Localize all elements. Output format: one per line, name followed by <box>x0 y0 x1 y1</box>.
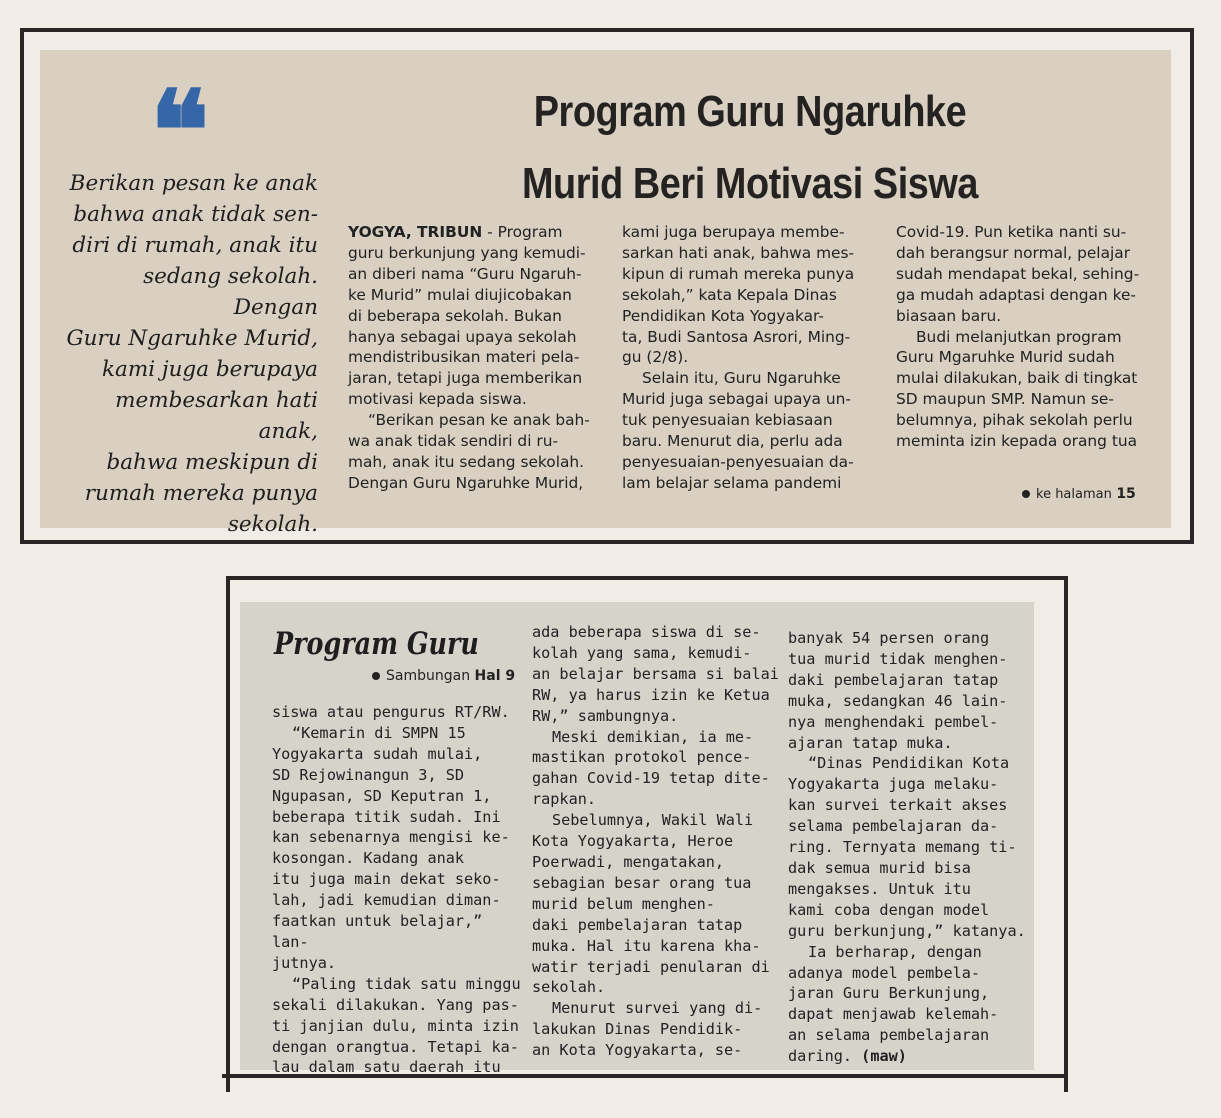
pull-quote-line: kami juga berupaya <box>101 357 318 382</box>
article-column-2 <box>622 222 884 494</box>
text-line: adanya model pembela- <box>788 963 981 982</box>
text-line: - Program <box>482 223 563 241</box>
text-line: an Kota Yogyakarta, se- <box>532 1041 743 1060</box>
text-line: Yogyakarta juga melaku- <box>788 775 999 794</box>
byline: (maw) <box>861 1047 907 1066</box>
text-line: meminta izin kepada orang tua <box>896 432 1138 451</box>
article-column-3 <box>788 628 1028 1067</box>
text-line: “Kemarin di SMPN 15 <box>292 723 466 742</box>
text-line: ada beberapa siswa di se- <box>532 623 761 641</box>
bullet-icon <box>372 672 380 680</box>
text-line: Sebelumnya, Wakil Wali <box>552 811 754 830</box>
text-line: lakukan Dinas Pendidik- <box>532 1020 743 1039</box>
text-line: an belajar bersama si balai <box>532 664 779 683</box>
pull-quote-line: membesarkan hati anak, <box>115 388 318 444</box>
text-line: motivasi kepada siswa. <box>348 390 527 409</box>
text-line: tuk penyesuaian kebiasaan <box>622 411 833 430</box>
text-line: faatkan untuk belajar,” lan- <box>272 912 483 951</box>
text-line: ta, Budi Santosa Asrori, Ming- <box>622 327 851 346</box>
text-line: ke Murid” mulai diujicobakan <box>348 285 572 304</box>
text-line: Budi melanjutkan program <box>916 327 1122 346</box>
text-line: biasaan baru. <box>896 306 1002 325</box>
text-line: ajaran tatap muka. <box>788 733 953 752</box>
text-line: RW, ya harus izin ke Ketua <box>532 685 770 704</box>
text-line: dengan orangtua. Tetapi ka- <box>272 1037 519 1056</box>
text-line: baru. Menurut dia, perlu ada <box>622 432 843 451</box>
text-line: ring. Ternyata memang ti- <box>788 838 1017 857</box>
text-line: dapat menjawab kelemah- <box>788 1005 999 1024</box>
text-line: Poerwadi, mengatakan, <box>532 852 725 871</box>
headline-line-1: Program Guru Ngaruhke <box>533 87 967 136</box>
text-line: di beberapa sekolah. Bukan <box>348 306 562 325</box>
text-line: muka, sedangkan 46 lain- <box>788 691 1008 710</box>
text-line: murid belum menghen- <box>532 894 715 913</box>
text-line: tua murid tidak menghen- <box>788 649 1008 668</box>
continued-label: Sambungan <box>386 668 471 684</box>
text-line: mulai dilakukan, baik di tingkat <box>896 369 1138 388</box>
text-line: muka. Hal itu karena kha- <box>532 936 761 955</box>
text-line: dak semua murid bisa <box>788 858 971 877</box>
text-line: wa anak tidak sendiri di ru- <box>348 432 559 451</box>
text-line: Covid-19. Pun ketika nanti su- <box>896 223 1127 241</box>
text-line: lah, jadi kemudian diman- <box>272 891 501 910</box>
text-line: kami coba dengan model <box>788 900 990 919</box>
text-line: jaran Guru Berkunjung, <box>788 984 990 1003</box>
text-line: guru berkunjung yang kemudi- <box>348 243 586 262</box>
text-line: kolah yang sama, kemudi- <box>532 643 752 662</box>
text-line: RW,” sambungnya. <box>532 706 679 725</box>
text-line: sekali dilakukan. Yang pas- <box>272 995 519 1014</box>
pull-quote-line: Guru Ngaruhke Murid, <box>66 326 318 351</box>
text-line: kan sebenarnya mengisi ke- <box>272 828 510 847</box>
text-line: an diberi nama “Guru Ngaruh- <box>348 264 582 283</box>
text-line: kami juga berupaya membe- <box>622 223 845 241</box>
continued-page: Hal 9 <box>474 668 516 684</box>
article-column-3 <box>896 222 1166 452</box>
pull-quote <box>60 168 318 540</box>
text-line: Ngupasan, SD Keputran 1, <box>272 786 492 805</box>
text-line: an selama pembelajaran <box>788 1026 990 1045</box>
text-line: gahan Covid-19 tetap dite- <box>532 769 770 788</box>
pull-quote-line: diri di rumah, anak itu <box>72 233 318 258</box>
pull-quote-line: rumah mereka punya <box>84 481 318 506</box>
pull-quote-line: sekolah. <box>227 512 318 537</box>
continuation-headline: Program Guru <box>274 626 479 662</box>
text-line: dah berangsur normal, pelajar <box>896 243 1131 262</box>
text-line: Guru Mgaruhke Murid sudah <box>896 348 1115 367</box>
text-line: Kota Yogyakarta, Heroe <box>532 832 734 851</box>
text-line: itu juga main dekat seko- <box>272 870 501 889</box>
text-line: Dengan Guru Ngaruhke Murid, <box>348 473 584 492</box>
pull-quote-line: bahwa anak tidak sen- <box>73 202 318 227</box>
text-line: ga mudah adaptasi dengan ke- <box>896 285 1136 304</box>
article-column-2 <box>532 622 782 1061</box>
text-line: guru berkunjung,” katanya. <box>788 921 1026 940</box>
text-line: daki pembelajaran tatap <box>788 670 999 689</box>
text-line: nya menghendaki pembel- <box>788 712 999 731</box>
text-line: kan survei terkait akses <box>788 796 1008 815</box>
text-line: “Berikan pesan ke anak bah- <box>368 411 590 430</box>
text-line: sudah mendapat bekal, sehing- <box>896 264 1140 283</box>
text-line: Selain itu, Guru Ngaruhke <box>642 369 841 388</box>
text-line: Murid juga sebagai upaya un- <box>622 390 851 409</box>
text-line: belumnya, pihak sekolah perlu <box>896 411 1133 430</box>
text-line: jutnya. <box>272 953 337 972</box>
text-line: siswa atau pengurus RT/RW. <box>272 703 510 721</box>
pull-quote-line: Berikan pesan ke anak <box>69 171 318 196</box>
continued-label: ke halaman <box>1036 487 1112 502</box>
text-line: daring. <box>788 1047 853 1066</box>
text-line: “Dinas Pendidikan Kota <box>808 754 1010 773</box>
text-line: hanya sebagai upaya sekolah <box>348 327 577 346</box>
text-line: beberapa titik sudah. Ini <box>272 807 501 826</box>
article-column-1 <box>348 222 606 494</box>
text-line: penyesuaian-penyesuaian da- <box>622 452 854 471</box>
continued-to <box>1022 486 1136 502</box>
text-line: daki pembelajaran tatap <box>532 915 743 934</box>
text-line: banyak 54 persen orang <box>788 629 990 647</box>
text-line: sekolah. <box>532 978 606 997</box>
text-line: watir terjadi penularan di <box>532 957 770 976</box>
continued-page: 15 <box>1116 486 1136 502</box>
text-line: jaran, tetapi juga memberikan <box>348 369 583 388</box>
article-column-1 <box>272 702 522 1078</box>
text-line: sekolah,” kata Kepala Dinas <box>622 285 837 304</box>
text-line: kipun di rumah mereka punya <box>622 264 855 283</box>
pull-quote-line: sedang sekolah. Dengan <box>143 264 318 320</box>
text-line: gu (2/8). <box>622 348 689 367</box>
text-line: SD maupun SMP. Namun se- <box>896 390 1114 409</box>
text-line: ti janjian dulu, minta izin <box>272 1016 519 1035</box>
bullet-icon <box>1022 490 1030 498</box>
text-line: SD Rejowinangun 3, SD <box>272 765 465 784</box>
text-line: “Paling tidak satu minggu <box>292 974 521 993</box>
text-line: lam belajar selama pandemi <box>622 473 842 492</box>
text-line: Ia berharap, dengan <box>808 942 982 961</box>
clipping-top <box>40 50 1171 537</box>
text-line: Yogyakarta sudah mulai, <box>272 744 483 763</box>
quote-mark-icon: ❝ <box>150 66 210 195</box>
text-line: mah, anak itu sedang sekolah. <box>348 452 585 471</box>
text-line: Pendidikan Kota Yogyakar- <box>622 306 824 325</box>
text-line: mendistribusikan materi pela- <box>348 348 580 367</box>
text-line: mengakses. Untuk itu <box>788 879 971 898</box>
text-line: sebagian besar orang tua <box>532 873 752 892</box>
clipping-bottom <box>240 602 1034 1077</box>
text-line: rapkan. <box>532 790 597 809</box>
text-line: mastikan protokol pence- <box>532 748 752 767</box>
continued-from <box>372 668 515 684</box>
text-line: sarkan hati anak, bahwa mes- <box>622 243 855 262</box>
pull-quote-line: bahwa meskipun di <box>106 450 318 475</box>
text-line: selama pembelajaran da- <box>788 817 999 836</box>
text-line: Menurut survei yang di- <box>552 999 763 1018</box>
text-line: lau dalam satu daerah itu <box>272 1058 501 1077</box>
dateline: YOGYA, TRIBUN <box>348 223 483 241</box>
text-line: Meski demikian, ia me- <box>552 727 754 746</box>
headline-line-2: Murid Beri Motivasi Siswa <box>521 159 979 208</box>
text-line: kosongan. Kadang anak <box>272 849 465 868</box>
